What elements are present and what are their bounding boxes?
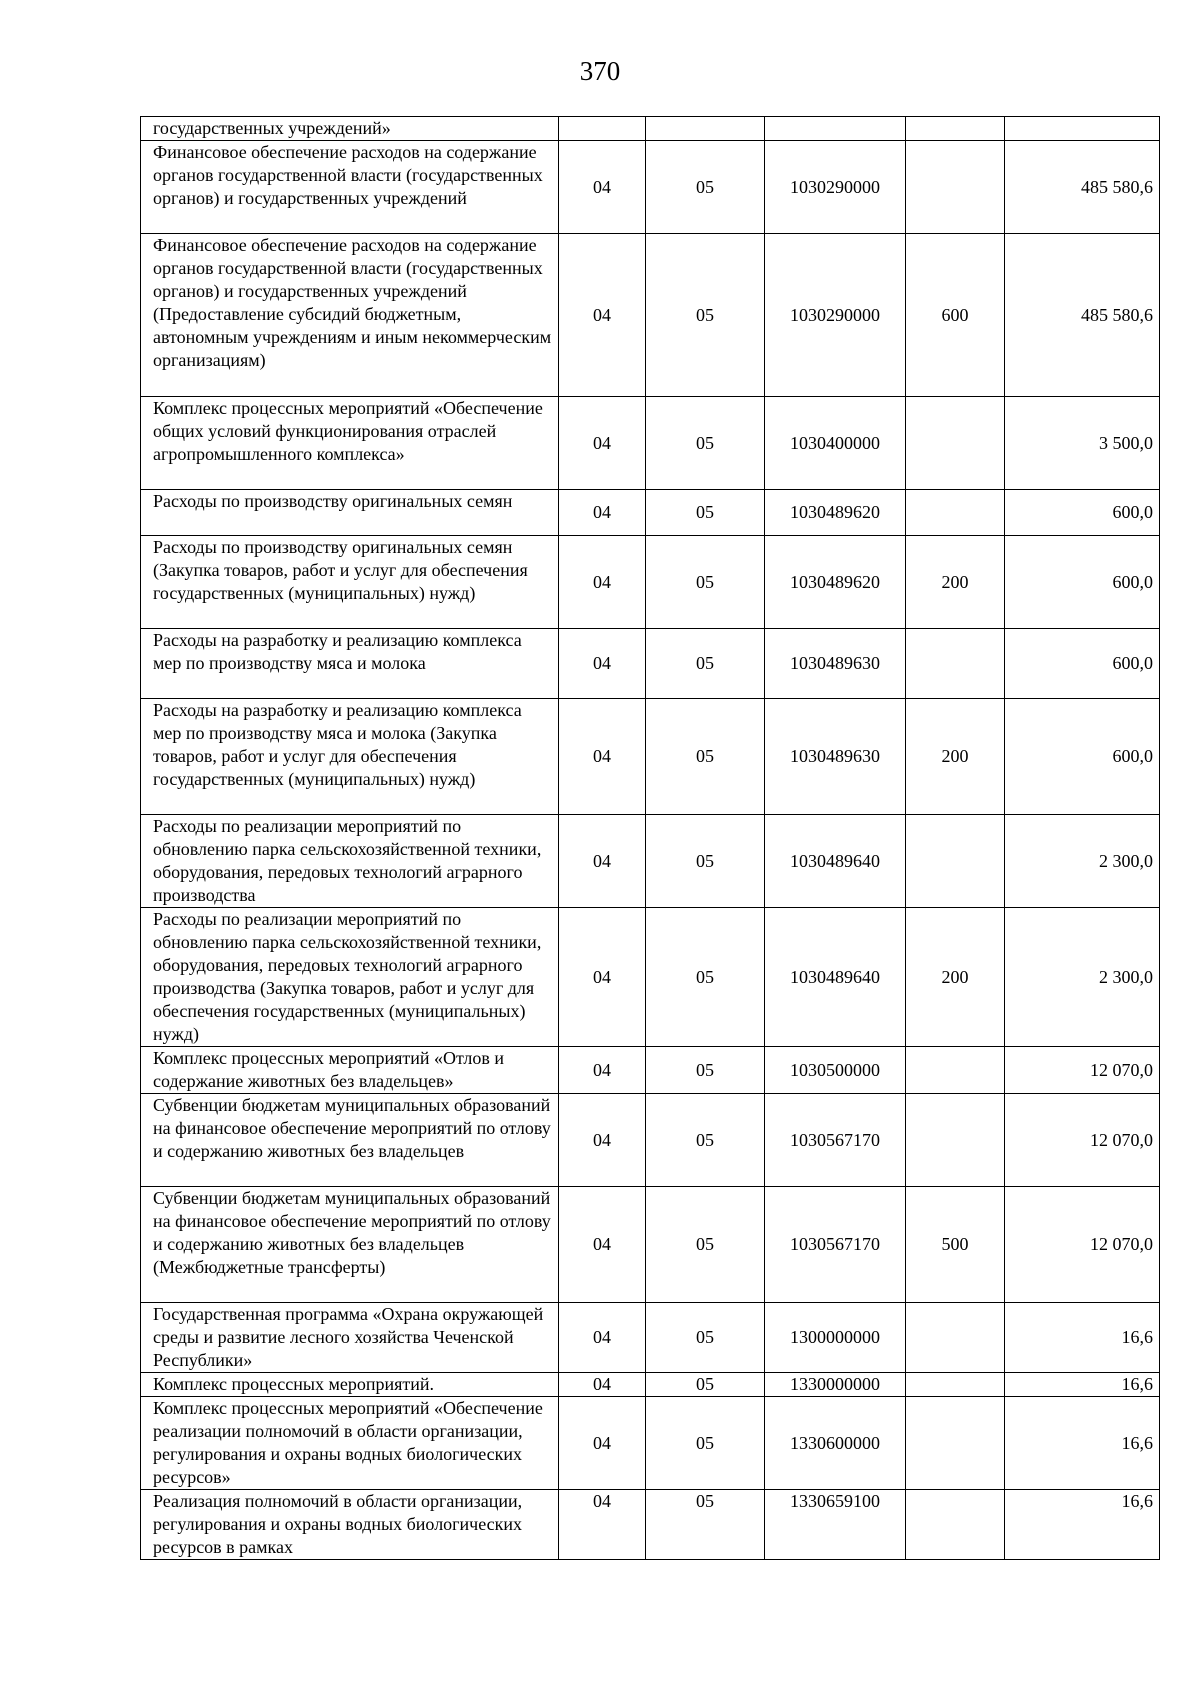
table-row: [141, 1303, 1160, 1373]
budget-table: [140, 116, 1160, 1560]
section-code-cell: 04: [559, 1187, 646, 1303]
table-row: [141, 1490, 1160, 1560]
description-cell: Государственная программа «Охрана окружающей среды и развитие лесного хозяйства Чеченской Республики»: [141, 1303, 559, 1373]
target-article-code-cell: 1030489620: [765, 490, 906, 536]
section-code-cell: 04: [559, 1303, 646, 1373]
amount-cell: 12 070,0: [1005, 1187, 1160, 1303]
description-cell: Субвенции бюджетам муниципальных образований на финансовое обеспечение мероприятий по отлову и содержанию животных без владельцев (Межбюджетные трансферты): [141, 1187, 559, 1303]
subsection-code-cell: [646, 117, 765, 141]
section-code-cell: 04: [559, 1047, 646, 1094]
amount-cell: 12 070,0: [1005, 1047, 1160, 1094]
amount-cell: 2 300,0: [1005, 815, 1160, 908]
target-article-code-cell: 1030400000: [765, 397, 906, 490]
expense-type-code-cell: [906, 1373, 1005, 1397]
subsection-code-cell: 05: [646, 490, 765, 536]
table-row: [141, 490, 1160, 536]
table-row: [141, 629, 1160, 699]
description-cell: Финансовое обеспечение расходов на содержание органов государственной власти (государственных органов) и государственных учреждений (Предоставление субсидий бюджетным, автономным учреждениям и иным некоммерческим организациям): [141, 234, 559, 397]
description-cell: Расходы на разработку и реализацию комплекса мер по производству мяса и молока: [141, 629, 559, 699]
section-code-cell: 04: [559, 141, 646, 234]
subsection-code-cell: 05: [646, 1373, 765, 1397]
amount-cell: 600,0: [1005, 629, 1160, 699]
target-article-code-cell: 1030290000: [765, 234, 906, 397]
target-article-code-cell: 1030567170: [765, 1094, 906, 1187]
expense-type-code-cell: [906, 1490, 1005, 1560]
expense-type-code-cell: [906, 1047, 1005, 1094]
section-code-cell: 04: [559, 234, 646, 397]
expense-type-code-cell: 200: [906, 908, 1005, 1047]
description-cell: Субвенции бюджетам муниципальных образований на финансовое обеспечение мероприятий по отлову и содержанию животных без владельцев: [141, 1094, 559, 1187]
expense-type-code-cell: [906, 1094, 1005, 1187]
target-article-code-cell: 1330600000: [765, 1397, 906, 1490]
subsection-code-cell: 05: [646, 536, 765, 629]
section-code-cell: 04: [559, 629, 646, 699]
section-code-cell: 04: [559, 815, 646, 908]
table-row: [141, 1373, 1160, 1397]
expense-type-code-cell: 500: [906, 1187, 1005, 1303]
table-row: [141, 699, 1160, 815]
subsection-code-cell: 05: [646, 815, 765, 908]
target-article-code-cell: [765, 117, 906, 141]
target-article-code-cell: 1030489640: [765, 815, 906, 908]
page-number: 370: [579, 56, 621, 86]
amount-cell: 16,6: [1005, 1303, 1160, 1373]
subsection-code-cell: 05: [646, 397, 765, 490]
expense-type-code-cell: [906, 141, 1005, 234]
table-row: [141, 1397, 1160, 1490]
description-cell: Расходы по реализации мероприятий по обновлению парка сельскохозяйственной техники, оборудования, передовых технологий аграрного производства (Закупка товаров, работ и услуг для обеспечения государственных (муниципальных) нужд): [141, 908, 559, 1047]
subsection-code-cell: 05: [646, 1490, 765, 1560]
section-code-cell: 04: [559, 1094, 646, 1187]
target-article-code-cell: 1030489620: [765, 536, 906, 629]
expense-type-code-cell: [906, 629, 1005, 699]
description-cell: Расходы по реализации мероприятий по обновлению парка сельскохозяйственной техники, оборудования, передовых технологий аграрного производства: [141, 815, 559, 908]
section-code-cell: 04: [559, 1373, 646, 1397]
description-cell: Комплекс процессных мероприятий «Обеспечение общих условий функционирования отраслей агропромышленного комплекса»: [141, 397, 559, 490]
table-row: [141, 908, 1160, 1047]
expense-type-code-cell: 200: [906, 699, 1005, 815]
table-row: [141, 1187, 1160, 1303]
target-article-code-cell: 1030489630: [765, 629, 906, 699]
target-article-code-cell: 1030489640: [765, 908, 906, 1047]
description-cell: Реализация полномочий в области организации, регулирования и охраны водных биологических ресурсов в рамках: [141, 1490, 559, 1560]
table-row: [141, 536, 1160, 629]
subsection-code-cell: 05: [646, 1397, 765, 1490]
subsection-code-cell: 05: [646, 1094, 765, 1187]
table-row: [141, 141, 1160, 234]
table-row: [141, 397, 1160, 490]
table-row: [141, 117, 1160, 141]
target-article-code-cell: 1030489630: [765, 699, 906, 815]
table-row: [141, 1047, 1160, 1094]
target-article-code-cell: 1030567170: [765, 1187, 906, 1303]
expense-type-code-cell: [906, 117, 1005, 141]
table-row: [141, 234, 1160, 397]
description-cell: Финансовое обеспечение расходов на содержание органов государственной власти (государственных органов) и государственных учреждений: [141, 141, 559, 234]
description-cell: Комплекс процессных мероприятий.: [141, 1373, 559, 1397]
amount-cell: 600,0: [1005, 699, 1160, 815]
description-cell: Комплекс процессных мероприятий «Отлов и содержание животных без владельцев»: [141, 1047, 559, 1094]
expense-type-code-cell: [906, 1397, 1005, 1490]
subsection-code-cell: 05: [646, 1047, 765, 1094]
amount-cell: 485 580,6: [1005, 141, 1160, 234]
subsection-code-cell: 05: [646, 234, 765, 397]
section-code-cell: [559, 117, 646, 141]
amount-cell: 16,6: [1005, 1490, 1160, 1560]
subsection-code-cell: 05: [646, 699, 765, 815]
subsection-code-cell: 05: [646, 1303, 765, 1373]
amount-cell: [1005, 117, 1160, 141]
section-code-cell: 04: [559, 397, 646, 490]
subsection-code-cell: 05: [646, 1187, 765, 1303]
section-code-cell: 04: [559, 1490, 646, 1560]
subsection-code-cell: 05: [646, 141, 765, 234]
expense-type-code-cell: 600: [906, 234, 1005, 397]
table-row: [141, 815, 1160, 908]
target-article-code-cell: 1330000000: [765, 1373, 906, 1397]
subsection-code-cell: 05: [646, 908, 765, 1047]
section-code-cell: 04: [559, 1397, 646, 1490]
amount-cell: 16,6: [1005, 1373, 1160, 1397]
amount-cell: 12 070,0: [1005, 1094, 1160, 1187]
description-cell: Расходы по производству оригинальных семян: [141, 490, 559, 536]
section-code-cell: 04: [559, 699, 646, 815]
target-article-code-cell: 1030500000: [765, 1047, 906, 1094]
description-cell: государственных учреждений»: [141, 117, 559, 141]
expense-type-code-cell: 200: [906, 536, 1005, 629]
section-code-cell: 04: [559, 908, 646, 1047]
amount-cell: 3 500,0: [1005, 397, 1160, 490]
expense-type-code-cell: [906, 397, 1005, 490]
subsection-code-cell: 05: [646, 629, 765, 699]
description-cell: Расходы по производству оригинальных семян (Закупка товаров, работ и услуг для обеспечения государственных (муниципальных) нужд): [141, 536, 559, 629]
expense-type-code-cell: [906, 490, 1005, 536]
table-row: [141, 1094, 1160, 1187]
target-article-code-cell: 1300000000: [765, 1303, 906, 1373]
amount-cell: 600,0: [1005, 490, 1160, 536]
target-article-code-cell: 1030290000: [765, 141, 906, 234]
amount-cell: 2 300,0: [1005, 908, 1160, 1047]
amount-cell: 16,6: [1005, 1397, 1160, 1490]
description-cell: Комплекс процессных мероприятий «Обеспечение реализации полномочий в области организации, регулирования и охраны водных биологических ресурсов»: [141, 1397, 559, 1490]
description-cell: Расходы на разработку и реализацию комплекса мер по производству мяса и молока (Закупка товаров, работ и услуг для обеспечения государственных (муниципальных) нужд): [141, 699, 559, 815]
amount-cell: 600,0: [1005, 536, 1160, 629]
budget-table-body: [141, 117, 1160, 1560]
section-code-cell: 04: [559, 490, 646, 536]
target-article-code-cell: 1330659100: [765, 1490, 906, 1560]
amount-cell: 485 580,6: [1005, 234, 1160, 397]
expense-type-code-cell: [906, 815, 1005, 908]
expense-type-code-cell: [906, 1303, 1005, 1373]
section-code-cell: 04: [559, 536, 646, 629]
